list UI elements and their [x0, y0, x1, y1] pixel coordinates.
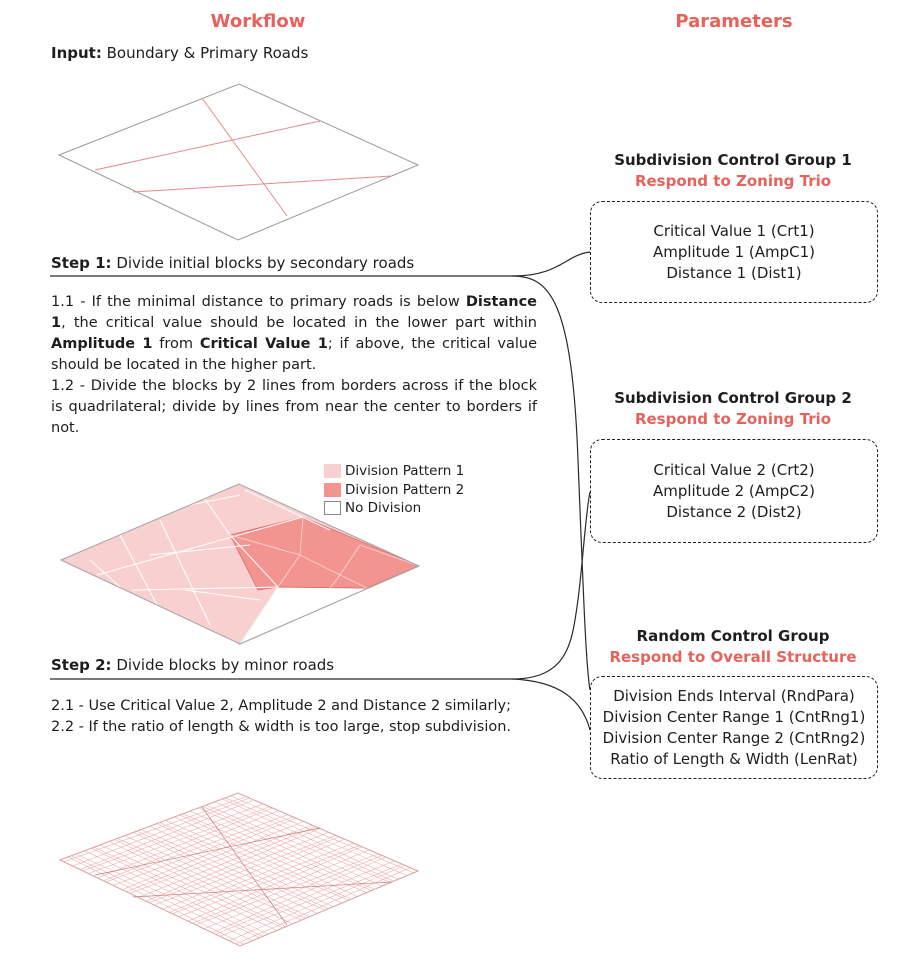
- legend-label: Division Pattern 2: [345, 482, 465, 498]
- param-ampc2: Amplitude 2 (AmpC2): [652, 481, 816, 500]
- param-cntrng2: Division Center Range 2 (CntRng2): [602, 728, 866, 747]
- group2-params-box: [590, 439, 878, 543]
- legend-swatch: [324, 464, 341, 478]
- step2-boundary: [60, 793, 418, 946]
- group3-params-box: [590, 676, 878, 779]
- step1-text: Divide initial blocks by secondary roads: [116, 254, 415, 272]
- step2-rule-2-1: 2.1 - Use Critical Value 2, Amplitude 2 and Distance 2 similarly;: [51, 698, 511, 714]
- group1-params-box: [590, 201, 878, 303]
- step1-label: Step 1:: [51, 254, 112, 272]
- parameters-header: Parameters: [675, 11, 793, 32]
- boundary-outline: [59, 84, 418, 240]
- legend-swatch: [324, 501, 341, 515]
- step1-rule-1-2: 1.2 - Divide the blocks by 2 lines from borders across if the block is quadrilateral; divide by lines from near the center to borders if not.: [51, 378, 537, 436]
- param-crt2: Critical Value 2 (Crt2): [653, 460, 815, 479]
- rule-1-1-text-b: , the critical value should be located in the lower part within: [61, 315, 537, 331]
- legend-item: [324, 463, 464, 479]
- group1-subtitle: Respond to Zoning Trio: [634, 172, 832, 190]
- connector-step1-group1: [512, 252, 590, 276]
- rule-1-1-text-c: from: [152, 336, 200, 352]
- step2-rule-2-2: 2.2 - If the ratio of length & width is too large, stop subdivision.: [51, 719, 512, 735]
- group3-title: Random Control Group: [636, 627, 830, 645]
- input-label: Input:: [51, 44, 102, 62]
- group1-title: Subdivision Control Group 1: [614, 151, 852, 169]
- step2-label: Step 2:: [51, 656, 112, 674]
- param-dist2: Distance 2 (Dist2): [666, 502, 802, 521]
- param-ampc1: Amplitude 1 (AmpC1): [652, 242, 816, 261]
- param-crt1: Critical Value 1 (Crt1): [653, 221, 815, 240]
- rule-1-1-distance: Distance 1: [51, 294, 537, 331]
- param-rndpara: Division Ends Interval (RndPara): [613, 686, 855, 705]
- param-cntrng1: Division Center Range 1 (CntRng1): [602, 707, 866, 726]
- legend-item: [324, 500, 421, 516]
- legend-swatch: [324, 483, 341, 497]
- group2-heading: [585, 388, 881, 430]
- step1-rule-1-1: [51, 292, 537, 376]
- step2-text: Divide blocks by minor roads: [116, 656, 335, 674]
- connector-step2-group2: [512, 492, 590, 679]
- param-lenrat: Ratio of Length & Width (LenRat): [610, 749, 858, 768]
- legend-label: No Division: [345, 500, 422, 516]
- rule-1-1-critical-value: Critical Value 1: [199, 336, 328, 352]
- workflow-header: Workflow: [210, 11, 306, 32]
- rule-1-1-amplitude: Amplitude 1: [51, 336, 153, 352]
- group2-title: Subdivision Control Group 2: [614, 389, 852, 407]
- input-text: Boundary & Primary Roads: [106, 44, 309, 62]
- group2-subtitle: Respond to Zoning Trio: [634, 410, 832, 428]
- legend-label: Division Pattern 1: [345, 463, 465, 479]
- group3-subtitle: Respond to Overall Structure: [609, 648, 857, 666]
- rule-1-1-text-a: 1.1 - If the minimal distance to primary roads is below: [51, 294, 466, 310]
- step1-caption: [51, 254, 414, 273]
- rule-1-1-text-d: ; if above, the critical value should be located in the higher part.: [51, 336, 537, 373]
- group3-heading: [585, 626, 881, 668]
- legend-item: [324, 482, 464, 498]
- step2-caption: [51, 656, 334, 675]
- param-dist1: Distance 1 (Dist1): [666, 263, 802, 282]
- group1-heading: [585, 150, 881, 192]
- input-boundary-diagram: [59, 84, 418, 240]
- step2-minor-roads-diagram: [60, 793, 418, 946]
